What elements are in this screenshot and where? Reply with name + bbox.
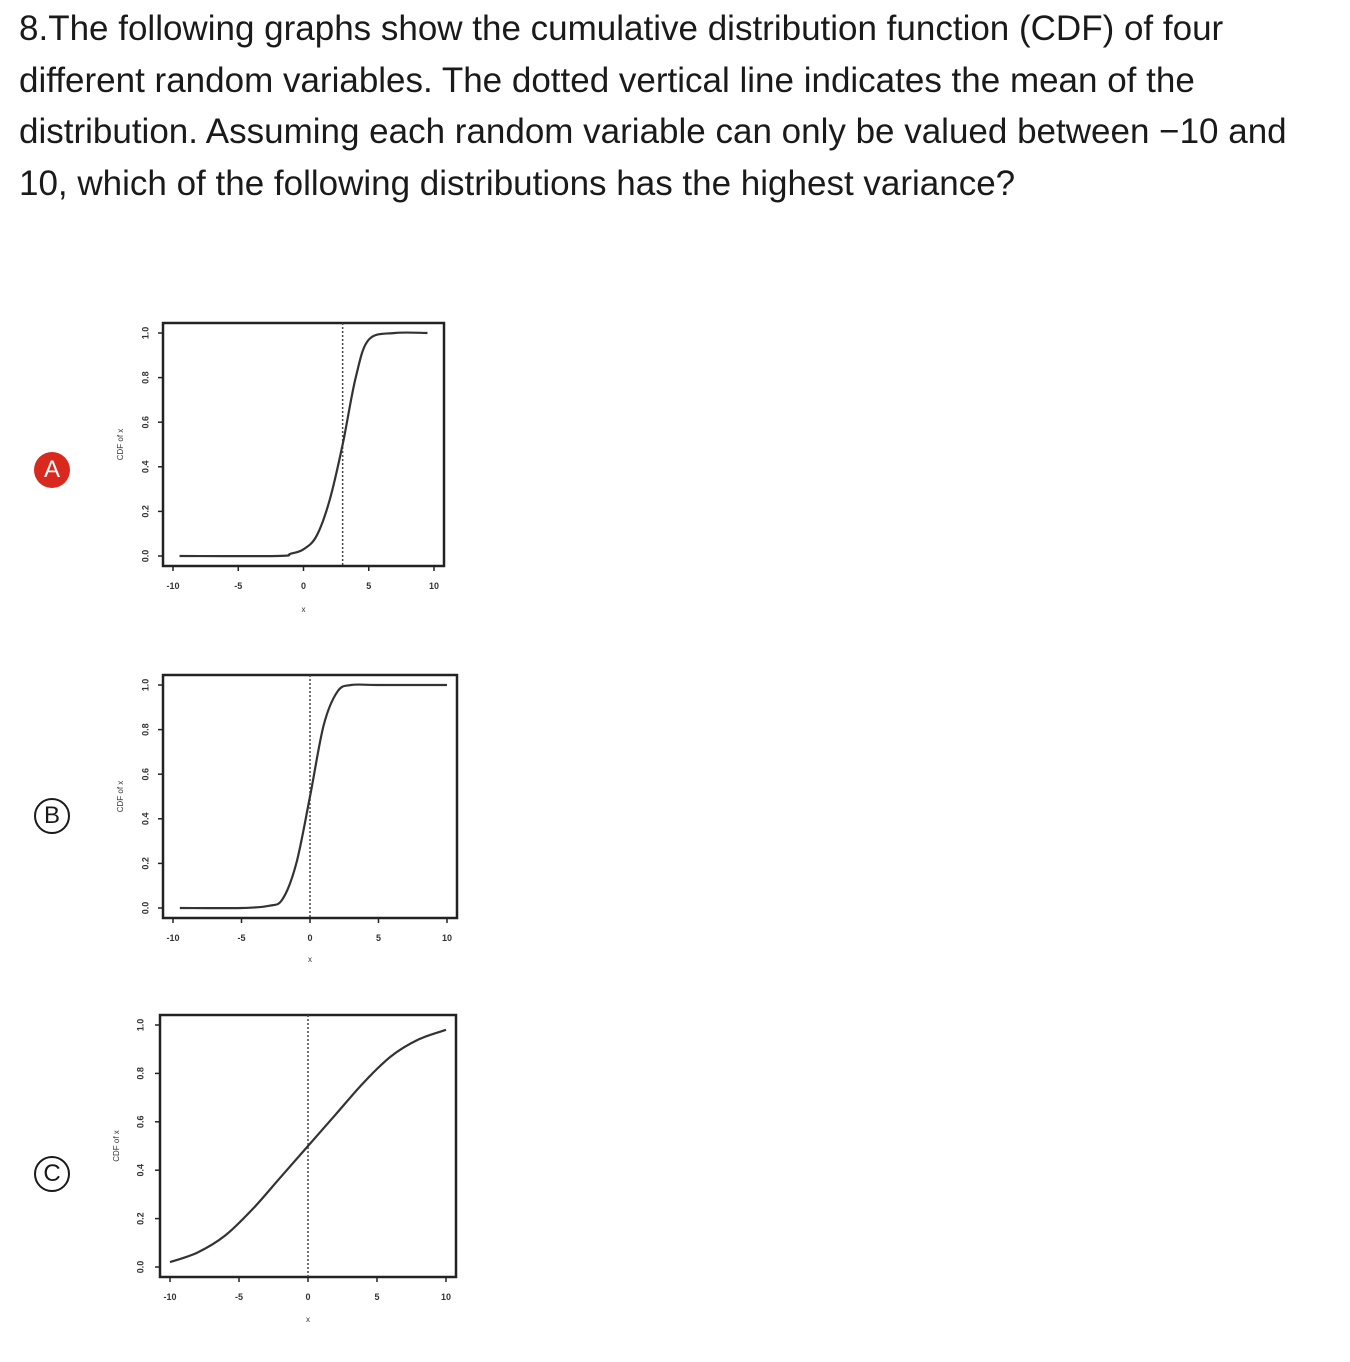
x-tick-label: -10	[166, 581, 180, 591]
option-b-label: B	[43, 802, 60, 829]
x-tick-label: 10	[428, 581, 440, 591]
y-tick-label: 0.4	[135, 1163, 146, 1177]
y-tick-label: 0.0	[135, 1260, 146, 1274]
x-tick-label: -10	[163, 1292, 177, 1302]
y-tick-label: 0.0	[140, 549, 151, 563]
x-tick-label: 5	[374, 1292, 380, 1302]
question-text: 8.The following graphs show the cumulative distribution function (CDF) of four different random variables. The dotted vertical line indicates the mean of the distribution. Assuming each random variable can only be valued between −10 and 10, which of the following distributions has the highest variance?	[19, 9, 1287, 203]
x-tick-label: -5	[234, 581, 243, 591]
y-tick-label: 0.2	[140, 857, 151, 870]
x-tick-label: 0	[305, 1292, 311, 1302]
y-tick-label: 0.6	[140, 767, 151, 781]
x-tick-label: -5	[237, 933, 246, 943]
y-tick-label: 0.8	[140, 723, 151, 736]
y-tick-label: 0.2	[135, 1212, 146, 1225]
y-tick-label: 1.0	[135, 1018, 146, 1032]
y-tick-label: 0.4	[140, 460, 151, 474]
y-tick-label: 0.8	[140, 371, 151, 384]
x-tick-label: 0	[307, 933, 313, 943]
x-axis-label: x	[301, 605, 306, 614]
y-tick-label: 0.4	[140, 812, 151, 826]
y-tick-label: 0.0	[140, 901, 151, 915]
x-axis-label: x	[306, 1315, 310, 1324]
x-tick-label: -5	[234, 1292, 244, 1302]
y-axis-label: CDF of x	[112, 1130, 122, 1162]
y-tick-label: 0.6	[140, 415, 151, 429]
x-tick-label: 0	[300, 581, 307, 591]
y-axis-label: CDF of x	[116, 780, 126, 813]
x-axis-label: x	[308, 955, 312, 964]
y-tick-label: 1.0	[140, 326, 151, 340]
x-tick-label: 10	[440, 1292, 452, 1302]
x-tick-label: 10	[441, 933, 453, 943]
y-tick-label: 1.0	[140, 678, 151, 692]
y-tick-label: 0.2	[140, 505, 151, 518]
y-tick-label: 0.8	[135, 1067, 146, 1080]
x-tick-label: -10	[166, 933, 180, 943]
x-tick-label: 5	[366, 581, 372, 591]
y-axis-label: CDF of x	[116, 428, 126, 461]
x-tick-label: 5	[375, 933, 382, 943]
option-c-label: C	[43, 1160, 61, 1187]
option-a-label: A	[43, 456, 60, 483]
y-tick-label: 0.6	[135, 1115, 146, 1129]
